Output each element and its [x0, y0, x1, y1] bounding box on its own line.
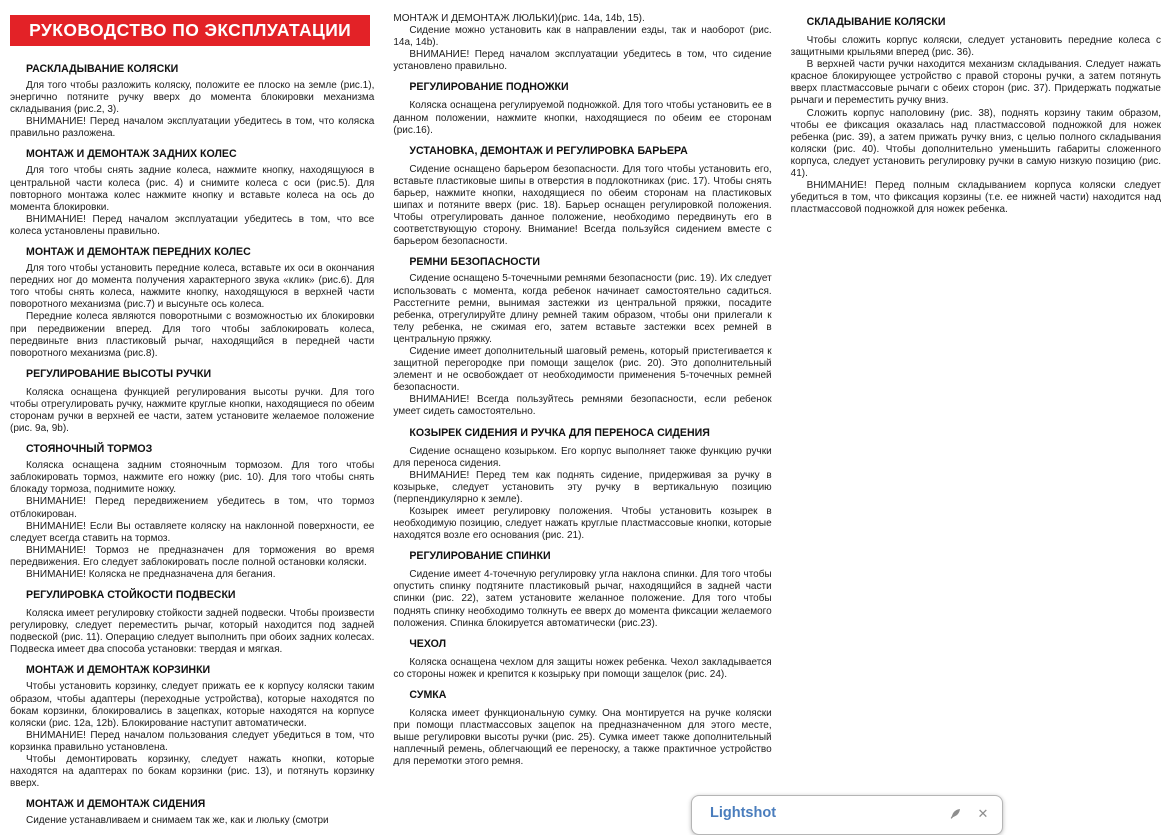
paragraph: Для того чтобы разложить коляску, положите ее плоско на земле (рис.1), энергично потяните ручку вверх до момента блокировки механизма складывания (рис.2, 3). — [10, 80, 375, 116]
paragraph: ВНИМАНИЕ! Тормоз не предназначен для торможения во время передвижения. Его следует заблокировать после полной остановки коляски. — [10, 544, 375, 568]
paragraph: ВНИМАНИЕ! Перед полным складыванием корпуса коляски следует убедиться в том, что фиксация корзины (т.е. ее нижней части) находится над пластмассовой подножкой для ножек ребенка. — [790, 180, 1161, 216]
section-heading: РАСКЛАДЫВАНИЕ КОЛЯСКИ — [26, 63, 179, 75]
paragraph: Чтобы установить корзинку, следует прижать ее к корпусу коляски таким образом, чтобы адаптеры (переходные устройства), которые находятся по бокам корзинки, блокировались в зацепках, которые находятся на корпусе коляски (рис. 12a, 12b). Блокирование наступит автоматически. — [10, 681, 375, 729]
section-heading: СТОЯНОЧНЫЙ ТОРМОЗ — [26, 443, 153, 456]
section-heading: РЕГУЛИРОВАНИЕ ПОДНОЖКИ — [409, 81, 569, 94]
column-1 — [10, 13, 374, 827]
paragraph: ВНИМАНИЕ! Перед началом эксплуатации убедитесь в том, что коляска правильно разложена. — [10, 116, 375, 140]
manual-section — [393, 81, 771, 136]
paragraph: ВНИМАНИЕ! Перед началом эксплуатации убедитесь в том, что все колеса установлены правильно. — [10, 213, 375, 237]
manual-section — [10, 148, 374, 238]
section-heading: РЕГУЛИРОВКА СТОЙКОСТИ ПОДВЕСКИ — [26, 589, 236, 602]
manual-section — [791, 16, 1161, 216]
manual-section — [10, 798, 374, 827]
manual-columns — [10, 13, 1161, 827]
paragraph: Сложить корпус наполовину (рис. 38), поднять корзину таким образом, чтобы ее фиксация оказалась над пластмассовой подножкой для ножек ребенка (рис. 39), а затем прижать ручку вниз, с целью полного складывания коляски (рис. 40). Чтобы дополнительно уменьшить габариты сложенного корпуса, следует установить регулировку ручки в самую низкую позицию (рис. 41). — [790, 107, 1161, 180]
paragraph: Сидение устанавливаем и снимаем так же, как и люльку (смотри — [26, 815, 329, 827]
paragraph: Для того чтобы установить передние колеса, вставьте их оси в окончания передних ног до момента получения характерного звука «клик» (рис.6). Для того чтобы снять колеса, нажмите кнопку, находящуюся в верхней части поворотного механизма (рис.7) и высуньте ось колеса. — [10, 263, 375, 311]
paragraph: ВНИМАНИЕ! Перед передвижением убедитесь в том, что тормоз отблокирован. — [10, 496, 375, 520]
paragraph: ВНИМАНИЕ! Перед началом пользования следует убедиться в том, что корзинка правильно установлена. — [10, 729, 375, 753]
section-heading: МОНТАЖ И ДЕМОНТАЖ ЗАДНИХ КОЛЕС — [26, 148, 237, 161]
manual-section — [393, 145, 771, 249]
paragraph: В верхней части ручки находится механизм складывания. Следует нажать красное блокирующее устройство с правой стороны ручки, а затем потянуть вверх пластмассовые рычаги с обеих сторон (рис. 37). Придержать поджатые рычаги и переместить ручку вниз. — [790, 59, 1161, 107]
paragraph: Коляска оснащена чехлом для защиты ножек ребенка. Чехол закладывается со стороны ножек и крепится к козырьку при помощи защелок (рис. 24). — [393, 656, 772, 680]
manual-section — [393, 689, 771, 768]
paragraph: Коляска имеет регулировку стойкости задней подвески. Чтобы произвести регулировку, следует переместить рычаг, который находится под задней подвеской (рис. 11). Операцию следует выполнить при обоих задних колесах. Подвеска имеет два способа установки: твердая и мягкая. — [10, 608, 375, 656]
paragraph: Коляска оснащена регулируемой подножкой. Для того чтобы установить ее в данном положении, нажмите кнопки, находящиеся по обеим ее сторонам (рис.16). — [393, 100, 772, 136]
column-3 — [791, 13, 1161, 827]
manual-section — [10, 664, 374, 790]
section-heading: СКЛАДЫВАНИЕ КОЛЯСКИ — [806, 16, 946, 28]
section-heading: РЕМНИ БЕЗОПАСНОСТИ — [409, 256, 540, 269]
section-heading: РЕГУЛИРОВАНИЕ СПИНКИ — [409, 550, 551, 563]
manual-section — [10, 589, 374, 656]
section-heading: СУМКА — [409, 688, 447, 701]
paragraph: Коляска оснащена задним стояночным тормозом. Для того чтобы заблокировать тормоз, нажмите его ножку (рис. 10). Для того чтобы снять блокаду тормоза, поднимите ножку. — [10, 460, 375, 496]
section-heading: РЕГУЛИРОВАНИЕ ВЫСОТЫ РУЧКИ — [26, 367, 212, 380]
paragraph: Сидение имеет дополнительный шаговый ремень, который пристегивается к защитной перегородке при помощи защелок (рис. 20). Это дополнительный элемент и не освобождает от необходимости применения 5-точечных ремней безопасности. — [393, 345, 772, 394]
paragraph: Сидение оснащено козырьком. Его корпус выполняет также функцию ручки для переноса сидения. — [393, 445, 772, 469]
manual-section — [393, 550, 771, 629]
paragraph: Передние колеса являются поворотными с возможностью их блокировки при передвижении вперед. Для того чтобы заблокировать колеса, передвиньте вниз пластиковый рычаг, находящийся в передней части поворотного механизма (рис.8). — [10, 311, 375, 359]
manual-section — [10, 443, 374, 581]
paragraph: Коляска оснащена функцией регулирования высоты ручки. Для того чтобы отрегулировать ручку, нажмите круглые кнопки, находящиеся по обеим сторонам ручки в верхней ее части, затем установите желаемое положение (рис. 9а, 9b). — [10, 386, 375, 435]
manual-section — [393, 13, 771, 73]
paragraph: Чтобы сложить корпус коляски, следует установить передние колеса с защитными крыльями вперед (рис. 36). — [790, 35, 1161, 59]
section-heading: КОЗЫРЕК СИДЕНИЯ И РУЧКА ДЛЯ ПЕРЕНОСА СИДЕНИЯ — [409, 426, 710, 439]
manual-title: РУКОВОДСТВО ПО ЭКСПЛУАТАЦИИ — [29, 20, 352, 40]
manual-section — [10, 246, 374, 360]
section-heading: МОНТАЖ И ДЕМОНТАЖ СИДЕНИЯ — [26, 798, 206, 811]
paragraph: МОНТАЖ И ДЕМОНТАЖ ЛЮЛЬКИ)(рис. 14a, 14b, 15). — [393, 13, 645, 24]
paragraph: Чтобы демонтировать корзинку, следует нажать кнопки, которые находятся на адаптерах по бокам корзинки (рис. 13), и потянуть корзинку вверх. — [10, 754, 375, 790]
lightshot-brand-link[interactable]: Lightshot — [710, 805, 777, 821]
section-heading: УСТАНОВКА, ДЕМОНТАЖ И РЕГУЛИРОВКА БАРЬЕРА — [409, 144, 688, 157]
manual-title-banner — [10, 15, 370, 46]
paragraph: Козырек имеет регулировку положения. Чтобы установить козырек в необходимую позицию, следует нажать круглые пластмассовые кнопки, которые находятся возле его основания (рис. 21). — [393, 506, 772, 542]
paragraph: ВНИМАНИЕ! Если Вы оставляете коляску на наклонной поверхности, ее следует всегда ставить на тормоз. — [10, 520, 375, 544]
manual-section — [10, 368, 374, 435]
paragraph: Коляска имеет функциональную сумку. Она монтируется на ручке коляски при помощи пластмассовых зацепок на предназначенном для этого месте, выше регулировки высоты ручки (рис. 25). Сумка имеет также дополнительный наплечный ремень, облегчающий ее переноску, а также практичное устройство для перемотки этого ремня. — [393, 707, 772, 768]
paragraph: Сидение оснащено барьером безопасности. Для того чтобы установить его, вставьте пластиковые шипы в отверстия в подлокотниках (рис. 17). Чтобы снять барьер, нажмите кнопки, находящиеся по обеим сторонам на пластиковых шипах и потяните вверх (рис. 18). Барьер оснащен регулировкой положения. Чтобы отрегулировать данное положение, необходимо передвинуть его в соответствующую сторону. Внимание! Всегда пользуйся сидением вместе с барьером безопасности. — [393, 163, 772, 248]
paragraph: ВНИМАНИЕ! Всегда пользуйтесь ремнями безопасности, если ребенок умеет сидеть самостоятельно. — [393, 394, 772, 418]
lightshot-popup[interactable] — [691, 795, 1003, 835]
paragraph: ВНИМАНИЕ! Перед тем как поднять сидение, придерживая за ручку в козырьке, следует установить эту ручку в вертикальную позицию (перпендикулярно к земле). — [393, 469, 772, 505]
manual-section — [393, 427, 771, 543]
manual-section — [393, 638, 771, 681]
section-heading: МОНТАЖ И ДЕМОНТАЖ КОРЗИНКИ — [26, 664, 211, 677]
paragraph: Сидение имеет 4-точечную регулировку угла наклона спинки. Для того чтобы опустить спинку подтяните пластиковый рычаг, находящийся в задней части спинки (рис. 22), затем установите желанное положение. Для того чтобы поднять спинку необходимо толкнуть ее вверх до момента фиксации желаемого положения. Спинка блокируется автоматически (рис.23). — [393, 569, 772, 629]
section-heading: МОНТАЖ И ДЕМОНТАЖ ПЕРЕДНИХ КОЛЕС — [26, 246, 251, 259]
paragraph: ВНИМАНИЕ! Коляска не предназначена для бегания. — [26, 569, 276, 580]
paragraph: Сидение можно установить как в направлении езды, так и наоборот (рис. 14a, 14b). — [393, 25, 772, 49]
paragraph: ВНИМАНИЕ! Перед началом эксплуатации убедитесь в том, что сидение установлено правильно. — [393, 49, 772, 73]
manual-section — [10, 63, 374, 140]
popup-icon-group — [948, 806, 990, 820]
paragraph: Для того чтобы снять задние колеса, нажмите кнопку, находящуюся в центральной части колеса (рис. 4) и снимите колеса с оси (рис.5). Для повторного монтажа колес нажмите кнопку и вставьте колеса на ось до момента блокировки. — [10, 165, 375, 213]
paragraph: Сидение оснащено 5-точечными ремнями безопасности (рис. 19). Их следует использовать с момента, когда ребенок начинает самостоятельно садиться. Расстегните ремни, вынимая застежки из центральной пряжки, посадите ребенка, отрегулируйте длину ремней таким образом, чтобы они прилегали к телу ребенка, не сжимая его, затем вставьте застежки всех ремней в центральную пряжку. — [393, 273, 772, 345]
manual-section — [393, 256, 771, 418]
feather-icon[interactable] — [948, 806, 962, 820]
close-icon[interactable]: ✕ — [977, 805, 989, 821]
column-2 — [393, 13, 771, 827]
section-heading: ЧЕХОЛ — [409, 637, 447, 650]
